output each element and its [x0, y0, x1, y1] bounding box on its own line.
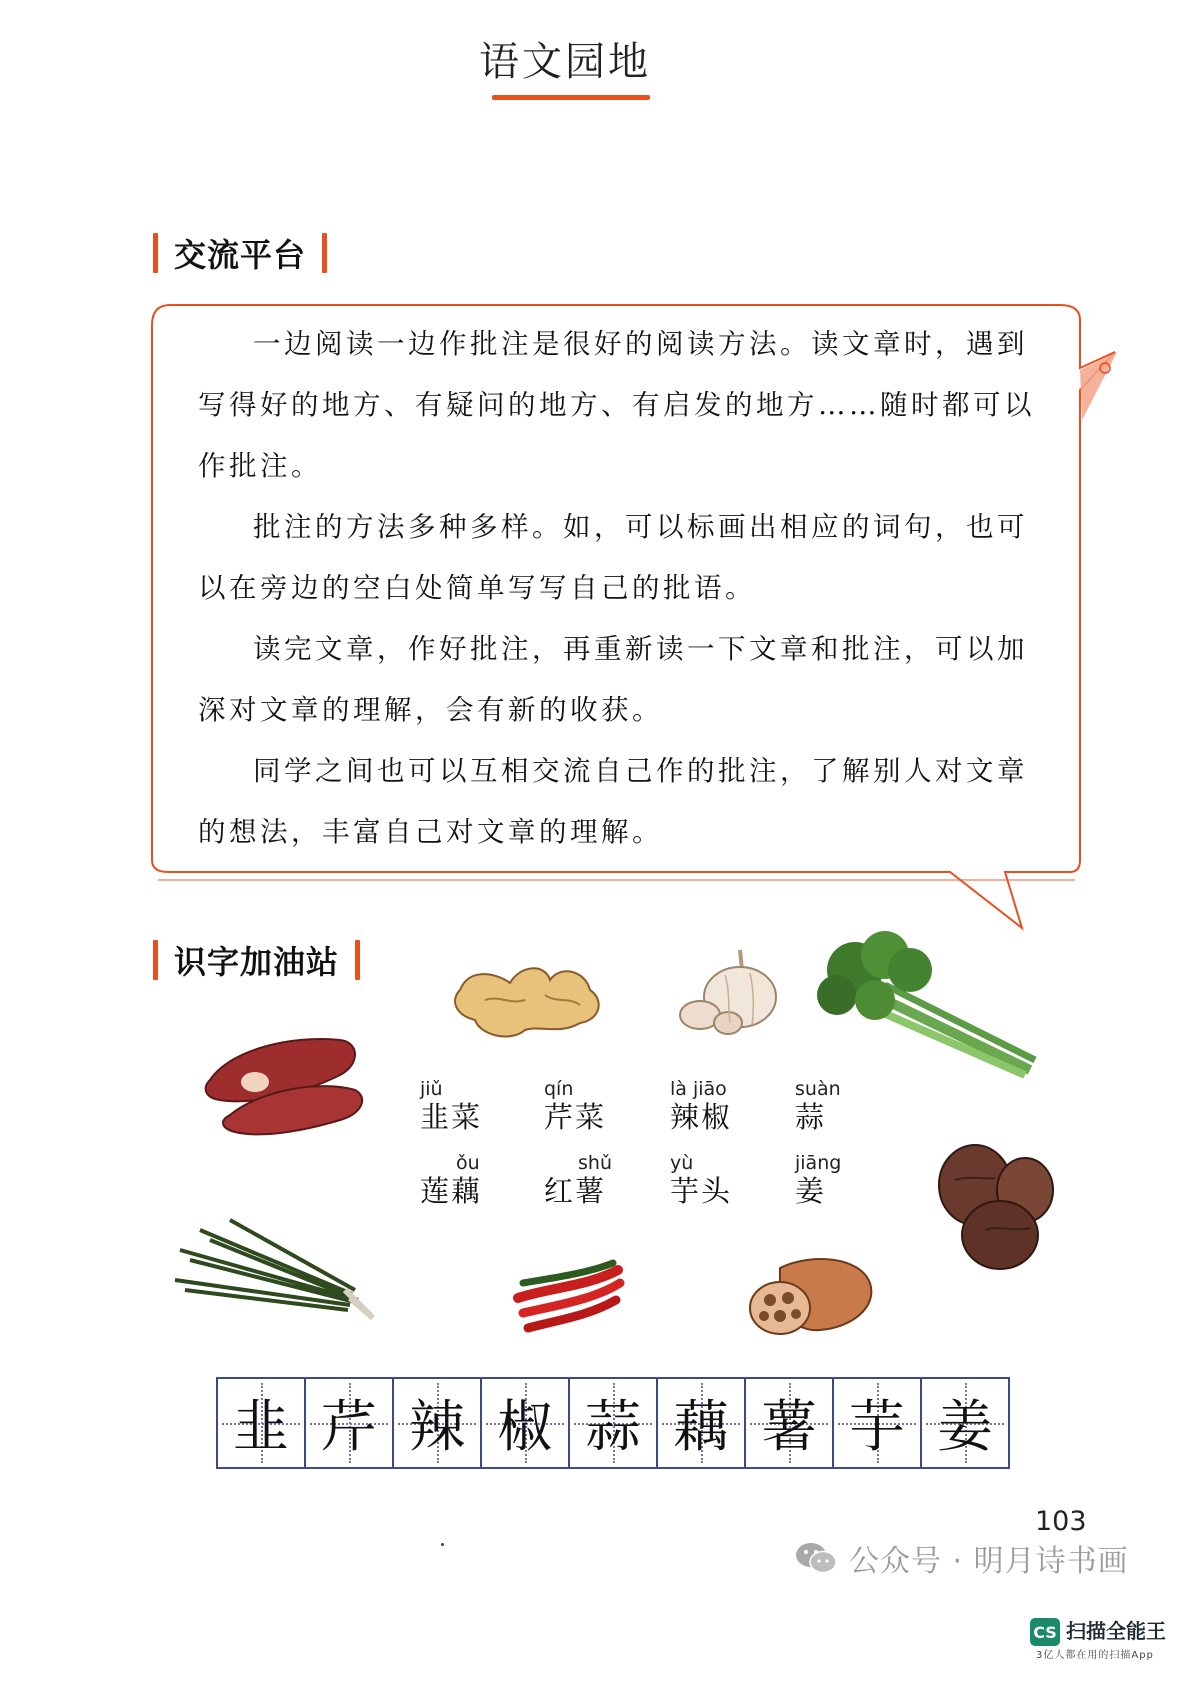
word-jiucai [420, 1078, 530, 1134]
writing-cell [922, 1379, 1008, 1467]
writing-char: 蒜 [585, 1395, 641, 1460]
writing-grid [216, 1377, 1010, 1469]
word-pinyin: qín [544, 1078, 574, 1100]
word-yutou [670, 1152, 780, 1208]
writing-char: 藕 [673, 1395, 729, 1460]
page-title: 语文园地 [479, 39, 651, 85]
writing-cell [834, 1379, 922, 1467]
wechat-icon [795, 1541, 837, 1575]
writing-cell [570, 1379, 658, 1467]
writing-cell [658, 1379, 746, 1467]
word-pinyin: là jiāo [670, 1078, 727, 1100]
word-pinyin: ǒu [456, 1152, 480, 1174]
writing-char: 芋 [849, 1395, 905, 1460]
heading-bar-right [355, 940, 360, 980]
watermark-text: 公众号 · 明月诗书画 [849, 1544, 1129, 1579]
word-hanzi: 姜 [795, 1174, 827, 1208]
word-jiang [795, 1152, 905, 1208]
section-heading-literacy [153, 937, 360, 983]
word-lajiao [670, 1078, 780, 1134]
writing-char: 姜 [937, 1395, 993, 1460]
writing-char: 辣 [409, 1395, 465, 1460]
paragraph-3: 读完文章，作好批注，再重新读一下文章和批注，可以加深对文章的理解，会有新的收获。 [198, 633, 1028, 726]
paragraph-2: 批注的方法多种多样。如，可以标画出相应的词句，也可以在旁边的空白处简单写写自己的批语。 [198, 511, 1028, 604]
writing-cell [482, 1379, 570, 1467]
word-hanzi: 蒜 [795, 1100, 827, 1134]
stray-dot [441, 1543, 444, 1546]
taro-illustration [935, 1140, 1060, 1275]
word-pinyin: suàn [795, 1078, 841, 1100]
writing-char: 芹 [321, 1395, 377, 1460]
exchange-paragraphs [198, 314, 1058, 863]
chili-pepper-illustration [508, 1258, 628, 1343]
writing-char: 韭 [233, 1395, 289, 1460]
scanner-app-name: 扫描全能王 [1066, 1619, 1166, 1643]
writing-char: 薯 [761, 1395, 817, 1460]
chives-illustration [170, 1190, 375, 1320]
ginger-illustration [450, 945, 610, 1045]
writing-cell [306, 1379, 394, 1467]
cs-logo-icon: CS [1030, 1618, 1060, 1646]
garlic-illustration [670, 945, 790, 1040]
paragraph-4: 同学之间也可以互相交流自己作的批注，了解别人对文章的想法，丰富自己对文章的理解。 [198, 755, 1028, 848]
writing-cell [394, 1379, 482, 1467]
sweet-potato-illustration [200, 1020, 370, 1145]
word-suan [795, 1078, 905, 1134]
word-hanzi: 韭菜 [420, 1100, 483, 1134]
word-pinyin: jiāng [795, 1152, 842, 1174]
celery-illustration [815, 925, 1045, 1080]
lotus-root-illustration [740, 1248, 880, 1343]
section-heading-label: 识字加油站 [174, 943, 340, 981]
word-pinyin: jiǔ [420, 1078, 443, 1100]
word-hanzi: 芹菜 [544, 1100, 607, 1134]
watermark [795, 1536, 1129, 1580]
word-pinyin: shǔ [578, 1152, 612, 1174]
word-hanzi: 莲藕 [420, 1174, 483, 1208]
section-heading-label: 交流平台 [174, 236, 307, 274]
word-hongshu [544, 1152, 654, 1208]
word-hanzi: 红薯 [544, 1174, 607, 1208]
scanner-tagline: 3亿人都在用的扫描App [1036, 1650, 1154, 1661]
word-hanzi: 芋头 [670, 1174, 733, 1208]
page-number: 103 [1035, 1506, 1087, 1537]
paragraph-1: 一边阅读一边作批注是很好的阅读方法。读文章时，遇到写得好的地方、有疑问的地方、有启发的地方……随时都可以作批注。 [198, 328, 1035, 482]
word-qincai [544, 1078, 654, 1134]
writing-char: 椒 [497, 1395, 553, 1460]
word-pinyin: yù [670, 1152, 694, 1174]
word-hanzi: 辣椒 [670, 1100, 733, 1134]
writing-cell [218, 1379, 306, 1467]
word-lianou [420, 1152, 530, 1208]
writing-cell [746, 1379, 834, 1467]
scanner-badge [1030, 1618, 1166, 1661]
